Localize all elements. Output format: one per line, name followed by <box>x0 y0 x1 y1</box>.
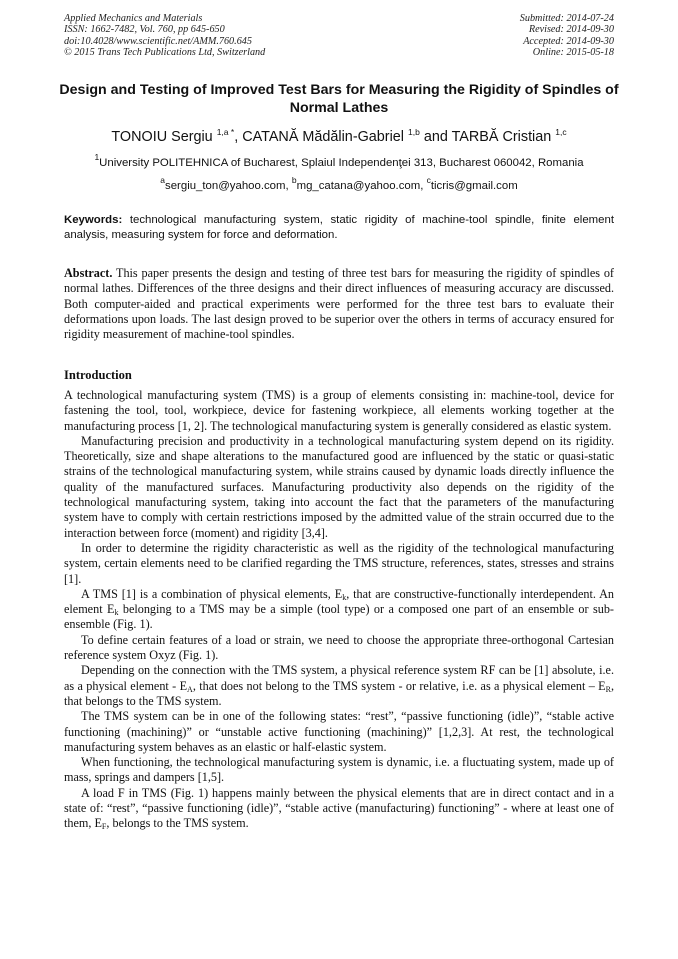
copyright-line: © 2015 Trans Tech Publications Ltd, Switzerland <box>64 46 266 58</box>
journal-name: Applied Mechanics and Materials <box>64 13 203 24</box>
email-a: sergiu_ton@yahoo.com, <box>165 180 292 192</box>
doi-line: doi:10.4028/www.scientific.net/AMM.760.645 <box>64 35 252 47</box>
abstract-label: Abstract. <box>64 266 113 280</box>
keywords-label: Keywords: <box>64 214 123 226</box>
online-date: Online: 2015-05-18 <box>532 46 614 58</box>
paragraph: Depending on the connection with the TMS system, a physical reference system RF can be [1] absolute, i.e. as a physical element - $E_A$, that does not belong to the TMS system - or relative, i.e. as a physical element – $E_R$, that belongs to the TMS system. <box>64 663 614 708</box>
submitted-date: Submitted: 2014-07-24 <box>519 13 614 24</box>
author-1-marker: 1,a * <box>216 127 235 137</box>
keywords-text: technological manufacturing system, static rigidity of machine-tool spindle, finite element analysis, measuring system for force and deformation. <box>64 214 614 242</box>
keywords <box>64 213 614 244</box>
journal-info <box>64 13 265 58</box>
author-separator: , <box>234 129 243 145</box>
author-line <box>40 128 638 146</box>
email-c-marker: c <box>426 175 431 185</box>
affiliation-marker: 1 <box>94 152 100 162</box>
revised-date: Revised: 2014-09-30 <box>528 24 614 36</box>
paragraph: A TMS [1] is a combination of physical elements, $E_k$, that are constructive-functionally interdependent. An element $E_k$ belonging to a TMS may be a simple (tool type) or a composed one part of an ensemble or sub-ensemble (Fig. 1). <box>64 586 615 632</box>
author-2-marker: 1,b <box>408 127 420 137</box>
paper-title: Design and Testing of Improved Test Bars for Measuring the Rigidity of Spindles of Normal Lathes <box>59 82 619 117</box>
abstract <box>64 266 614 342</box>
paragraph: In order to determine the rigidity characteristic as well as the rigidity of the technological manufacturing system, certain elements need to be clarified regarding the TMS structure, references, states, stresses and strains [1]. <box>64 540 614 586</box>
paragraph: When functioning, the technological manufacturing system is dynamic, i.e. a fluctuating system, made up of mass, springs and dampers [1,5]. <box>64 755 614 785</box>
paragraph: To define certain features of a load or strain, we need to choose the appropriate three-orthogonal Cartesian reference system Oxyz (Fig. 1). <box>64 632 614 663</box>
paragraph: Manufacturing precision and productivity in a technological manufacturing system depend on its rigidity. Theoretically, size and shape alterations to the manufactured good are influenced by the static or quasi-static strains of the technological manufacturing system, while strains caused by dynamic loads directly influence the quality of the manufactured surfaces. Manufacturing productivity also depends on the rigidity of the technological manufacturing system, taking into account the fact that the parameters of the manufacturing system have to comply with certain restrictions imposed by the admitted value of the strain occurred due to the interaction between force (moment) and rigidity [3,4]. <box>64 433 614 540</box>
affiliation-text: University POLITEHNICA of Bucharest, Splaiul Independenţei 313, Bucharest 060042, Romania <box>99 157 584 169</box>
introduction-body <box>64 388 614 832</box>
author-1: TONOIU Sergiu <box>111 129 213 145</box>
email-a-marker: a <box>160 175 166 185</box>
abstract-text: This paper presents the design and testing of three test bars for measuring the rigidity of spindles of normal lathes. Differences of the three designs and their direct influences of measuring accuracy are discussed. Both computer-aided and practical experiments were performed for the three test bars to evaluate their deformations upon loads. The last design proved to be superior over the others in terms of accuracy ensured for rigidity measurement of machine-tool spindles. <box>64 266 614 342</box>
author-2: CATANĂ Mădălin-Gabriel <box>242 129 404 145</box>
affiliation <box>30 152 648 170</box>
paragraph: A technological manufacturing system (TMS) is a group of elements consisting in: machine-tool, device for fastening the tool, tool, workpiece, device for fastening workpiece, all elements working together at the manufacturing process [1, 2]. The technological manufacturing system is generally considered as elastic system. <box>64 388 614 433</box>
paragraph: A load F in TMS (Fig. 1) happens mainly between the physical elements that are in direct contact and in a state of: “rest”, “passive functioning (idle)”, “stable active (manufacturing) functioning” - where at least one of them, $E_F$, belongs to the TMS system. <box>64 785 614 832</box>
submission-dates <box>520 13 614 58</box>
paragraph: The TMS system can be in one of the following states: “rest”, “passive functioning (idle)”, “stable active functioning (machining)” or “unstable active functioning (machining)” [1,2,3]. At rest, the technological manufacturing system behaves as an elastic or half-elastic system. <box>64 709 614 754</box>
email-b-marker: b <box>291 175 297 185</box>
section-heading-introduction: Introduction <box>64 368 132 382</box>
author-conjunction: and <box>423 129 452 145</box>
issn-line: ISSN: 1662-7482, Vol. 760, pp 645-650 <box>64 24 225 36</box>
author-3: TARBĂ Cristian <box>451 129 552 145</box>
author-3-marker: 1,c <box>555 127 567 137</box>
email-c: ticris@gmail.com <box>430 180 518 192</box>
author-emails <box>30 175 648 193</box>
email-b: mg_catana@yahoo.com, <box>296 180 427 192</box>
accepted-date: Accepted: 2014-09-30 <box>523 35 614 47</box>
